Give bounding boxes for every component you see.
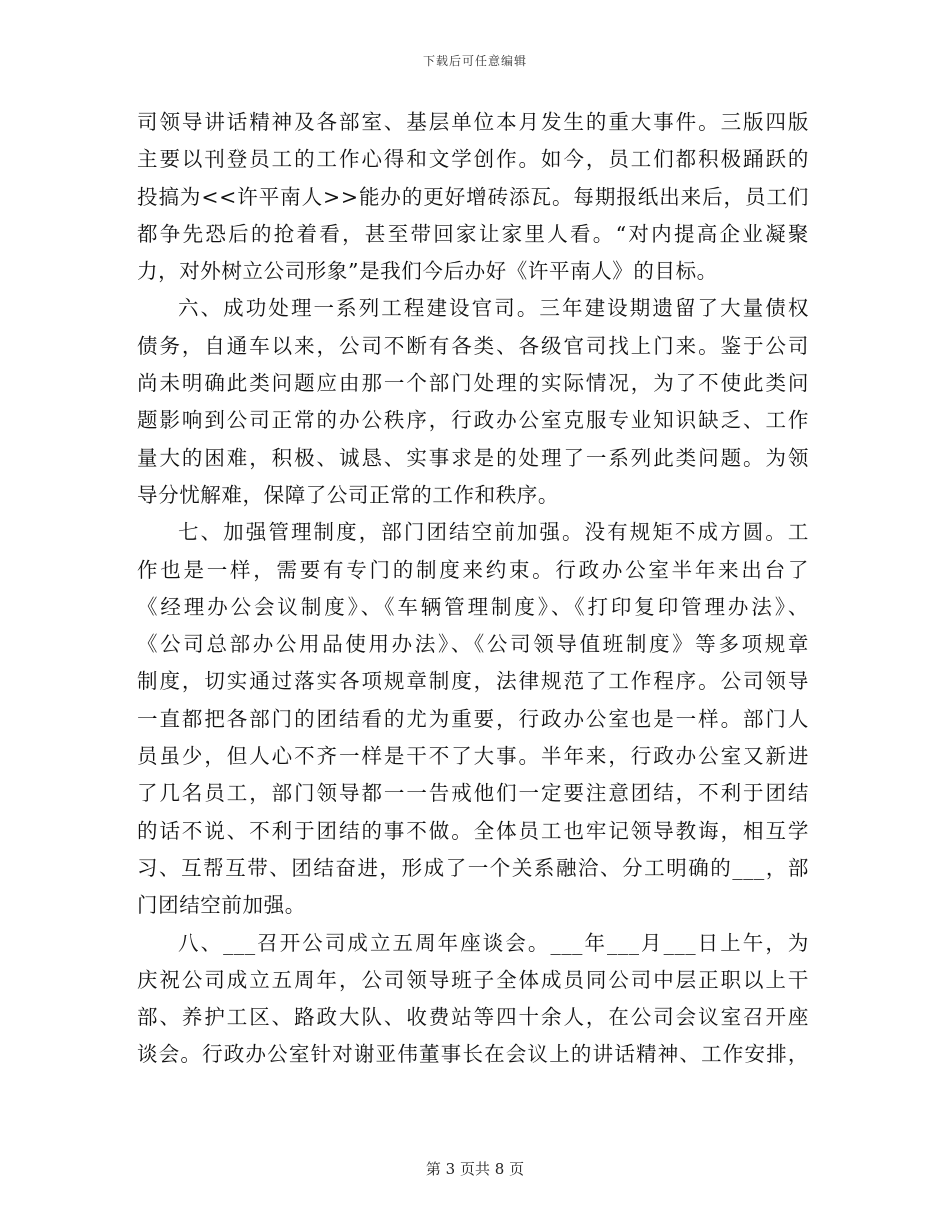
- text-line: 《经理办公会议制度》、《车辆管理制度》、《打印复印管理办法》、: [137, 594, 809, 619]
- text-line: 都争先恐后的抢着看，甚至带回家让家里人看。“对内提高企业凝聚: [137, 221, 809, 246]
- paragraph-eight-first-line: 八、___召开公司成立五周年座谈会。___年___月___日上午，为: [178, 930, 809, 955]
- text-line: 力，对外树立公司形象”是我们今后办好《许平南人》的目标。: [137, 259, 718, 284]
- text-line: 主要以刊登员工的工作心得和文学创作。如今，员工们都积极踊跃的: [137, 147, 809, 172]
- text-line: 习、互帮互带、团结奋进，形成了一个关系融洽、分工明确的___，部: [137, 855, 809, 880]
- text-line: 司领导讲话精神及各部室、基层单位本月发生的重大事件。三版四版: [137, 110, 809, 134]
- text-line: 门团结空前加强。: [137, 893, 306, 918]
- text-line: 导分忧解难，保障了公司正常的工作和秩序。: [137, 482, 559, 507]
- text-line: 量大的困难，积极、诚恳、实事求是的处理了一系列此类问题。为领: [137, 445, 809, 470]
- page-footer: 第 3 页共 8 页: [425, 1160, 525, 1178]
- text-line: 员虽少，但人心不齐一样是干不了大事。半年来，行政办公室又新进: [137, 744, 809, 769]
- paragraph-six-first-line: 六、成功处理一系列工程建设官司。三年建设期遗留了大量债权: [178, 296, 809, 321]
- text-line: 部、养护工区、路政大队、收费站等四十余人，在公司会议室召开座: [137, 1005, 809, 1030]
- text-line: 《公司总部办公用品使用办法》、《公司领导值班制度》等多项规章: [137, 632, 809, 657]
- text-line: 制度，切实通过落实各项规章制度，法律规范了工作程序。公司领导: [137, 669, 809, 694]
- text-line: 债务，自通车以来，公司不断有各类、各级官司找上门来。鉴于公司: [137, 333, 809, 358]
- document-body: [137, 104, 809, 1074]
- paragraph-seven-first-line: 七、加强管理制度，部门团结空前加强。没有规矩不成方圆。工: [178, 520, 809, 545]
- text-line: 庆祝公司成立五周年，公司领导班子全体成员同公司中层正职以上干: [137, 967, 809, 992]
- text-line: 一直都把各部门的团结看的尤为重要，行政办公室也是一样。部门人: [137, 706, 809, 731]
- text-line: 尚未明确此类问题应由那一个部门处理的实际情况，为了不使此类问: [137, 371, 809, 396]
- page-header: 下载后可任意编辑: [422, 54, 527, 68]
- text-line: 的话不说、不利于团结的事不做。全体员工也牢记领导教诲，相互学: [137, 818, 809, 843]
- text-line: 作也是一样，需要有专门的制度来约束。行政办公室半年来出台了: [137, 557, 809, 582]
- text-line: 题影响到公司正常的办公秩序，行政办公室克服专业知识缺乏、工作: [137, 408, 809, 433]
- text-line: 谈会。行政办公室针对谢亚伟董事长在会议上的讲话精神、工作安排，: [137, 1042, 809, 1067]
- text-line: 了几名员工，部门领导都一一告戒他们一定要注意团结，不利于团结: [137, 781, 809, 806]
- text-line: 投搞为<<许平南人>>能办的更好增砖添瓦。每期报纸出来后，员工们: [137, 184, 809, 209]
